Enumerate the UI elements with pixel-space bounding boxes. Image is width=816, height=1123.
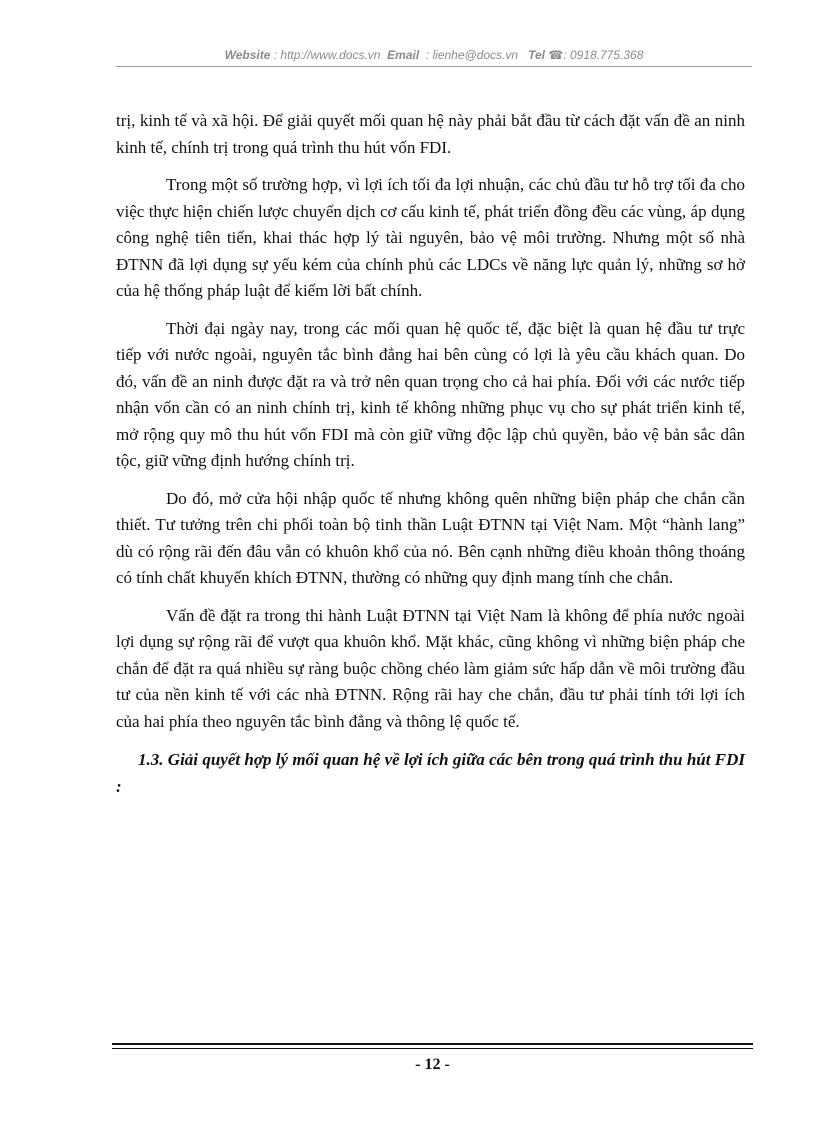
website-link[interactable]: http://www.docs.vn — [280, 48, 381, 62]
page-header: Website : http://www.docs.vn Email : lienhe@docs.vn Tel ☎: 0918.775.368 — [224, 48, 644, 62]
email-label: Email — [387, 48, 420, 62]
page-number: - 12 - — [415, 1056, 450, 1073]
footer-divider-thin — [112, 1048, 753, 1049]
paragraph-2: Trong một số trường hợp, vì lợi ích tối đa lợi nhuận, các chủ đầu tư hỗ trợ tối đa cho việc thực hiện chiến lược chuyển dịch cơ cấu kinh tế, phát triển đồng đều các vùng, áp dụng công nghệ tiên tiến, khai thác hợp lý tài nguyên, bảo vệ môi trường. Nhưng một số nhà ĐTNN đã lợi dụng sự yếu kém của chính phủ các LDCs về năng lực quản lý, những sơ hở của hệ thống pháp luật để kiếm lời bất chính. — [116, 175, 745, 300]
email-link[interactable]: lienhe@docs.vn — [432, 48, 519, 62]
paragraph-4: Do đó, mở cửa hội nhập quốc tế nhưng không quên những biện pháp che chắn cần thiết. Tư tưởng trên chi phối toàn bộ tinh thần Luật ĐTNN tại Việt Nam. Một “hành lang” dù có rộng rãi đến đâu vẫn có khuôn khổ của nó. Bên cạnh những điều khoản thông thoáng có tính chất khuyến khích ĐTNN, thường có những quy định mang tính che chắn. — [116, 488, 745, 587]
phone-number: 0918.775.368 — [569, 48, 644, 62]
footer-divider-thick — [112, 1043, 753, 1045]
website-label: Website — [224, 48, 271, 62]
paragraph-3: Thời đại ngày nay, trong các mối quan hệ quốc tế, đặc biệt là quan hệ đầu tư trực tiếp với nước ngoài, nguyên tắc bình đẳng hai bên cùng có lợi là yêu cầu khách quan. Do đó, vấn đề an ninh được đặt ra và trở nên quan trọng cho cả hai phía. Đối với các nước tiếp nhận vốn cần có an ninh chính trị, kinh tế không những phục vụ cho sự phát triển kinh tế, mở rộng quy mô thu hút vốn FDI mà còn giữ vững độc lập chủ quyền, bảo vệ bản sắc dân tộc, giữ vững định hướng chính trị. — [116, 318, 745, 470]
phone-icon: ☎ — [548, 48, 564, 62]
paragraph-1: trị, kinh tế và xã hội. Để giải quyết mối quan hệ này phải bắt đầu từ cách đặt vấn đề an ninh kinh tế, chính trị trong quá trình thu hút vốn FDI. — [116, 111, 745, 157]
tel-label: Tel — [528, 48, 545, 62]
section-heading: 1.3. Giải quyết hợp lý mối quan hệ về lợi ích giữa các bên trong quá trình thu hút FDI : — [116, 750, 745, 796]
header-divider — [116, 66, 752, 67]
paragraph-5: Vấn đề đặt ra trong thi hành Luật ĐTNN tại Việt Nam là không để phía nước ngoài lợi dụng sự rộng rãi để vượt qua khuôn khổ. Mặt khác, cũng không vì những biện pháp che chắn để đặt ra quá nhiều sự ràng buộc chồng chéo làm giảm sức hấp dẫn về môi trường đầu tư của nền kinh tế với các nhà ĐTNN. Rộng rãi hay che chắn, đầu tư phải tính tới lợi ích của hai phía theo nguyên tắc bình đẳng và thông lệ quốc tế. — [116, 605, 745, 731]
document-body — [116, 108, 745, 800]
